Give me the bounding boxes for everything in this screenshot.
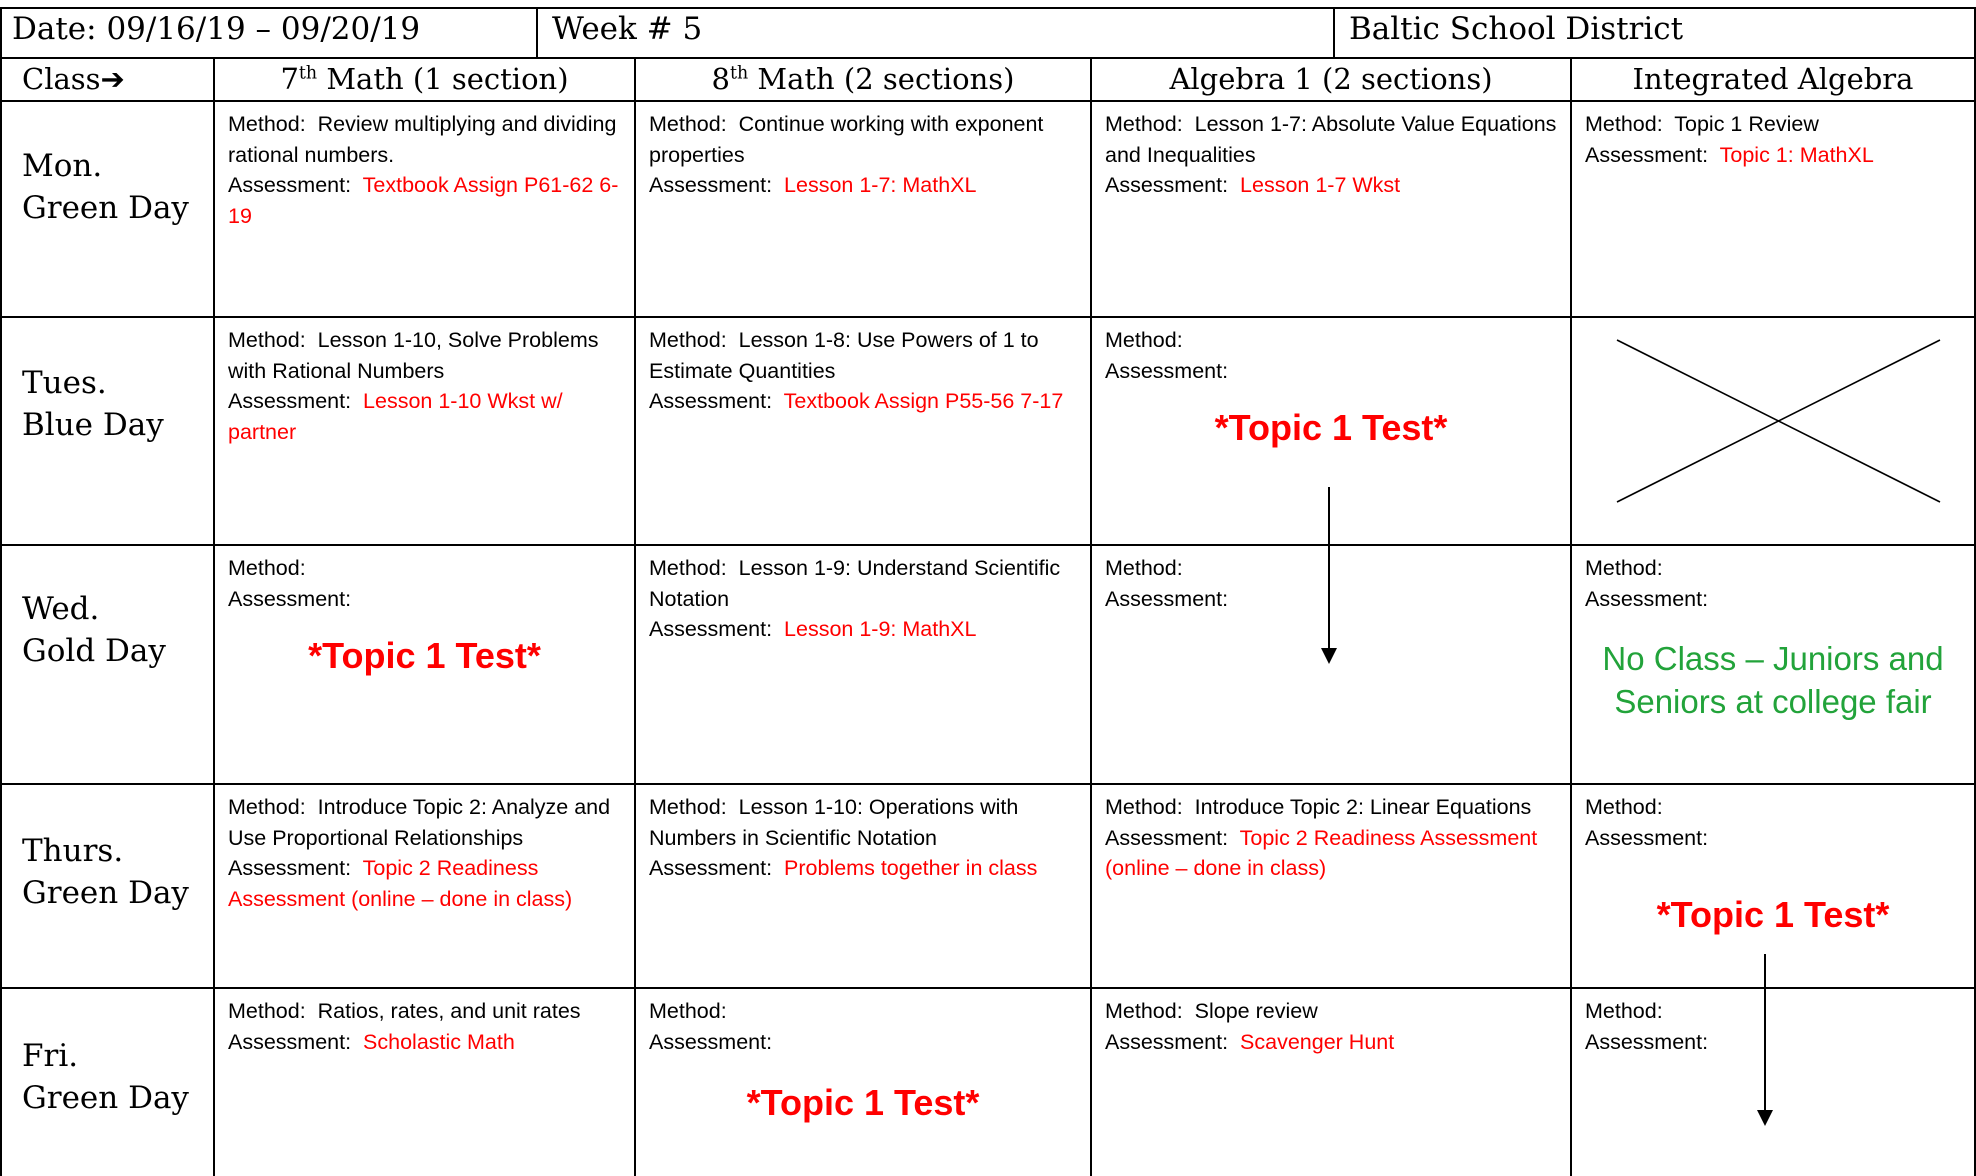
cell-thu-integrated-algebra: Method: Assessment: *Topic 1 Test* xyxy=(1571,784,1975,988)
assessment-text: Lesson 1-7: MathXL xyxy=(784,173,977,197)
cell-wed-8th-math: Method: Lesson 1-9: Understand Scientific Notation Assessment: Lesson 1-9: MathXL xyxy=(649,556,1061,641)
day-name: Wed. xyxy=(22,591,100,627)
day-name: Thurs. xyxy=(22,833,124,869)
column-header-8th-math: 8th Math (2 sections) xyxy=(711,62,1015,96)
assessment-text: Scavenger Hunt xyxy=(1240,1029,1395,1054)
day-color: Green Day xyxy=(22,1080,189,1116)
day-label-wed xyxy=(10,588,210,672)
assessment-text: Lesson 1-9: MathXL xyxy=(784,617,977,641)
cell-fri-8th-math: Method: Assessment: *Topic 1 Test* xyxy=(635,988,1091,1176)
method-text: Introduce Topic 2: Linear Equations xyxy=(1194,795,1532,819)
cell-thu-8th-math: Method: Lesson 1-10: Operations with Numbers in Scientific Notation Assessment: Problems together in class xyxy=(649,795,1038,880)
method-text: Lesson 1-8: Use Powers of 1 to Estimate Quantities xyxy=(649,328,1039,383)
cell-thu-7th-math: Method: Introduce Topic 2: Analyze and Use Proportional Relationships Assessment: Topic 2 Readiness Assessment (online – done in class) xyxy=(228,795,611,911)
cell-tue-8th-math: Method: Lesson 1-8: Use Powers of 1 to Estimate Quantities Assessment: Textbook Assign P55-56 7-17 xyxy=(649,328,1064,413)
day-color: Blue Day xyxy=(22,407,164,443)
method-text: Review multiplying and dividing rational numbers. xyxy=(228,112,617,167)
topic-test-banner: *Topic 1 Test* xyxy=(1656,894,1890,935)
date-range: Date: 09/16/19 – 09/20/19 xyxy=(12,11,421,47)
day-name: Fri. xyxy=(22,1038,79,1074)
method-text: Lesson 1-10: Operations with Numbers in Scientific Notation xyxy=(649,795,1019,850)
assessment-text: Lesson 1-7 Wkst xyxy=(1240,173,1401,197)
no-class-note: No Class – Juniors and Seniors at college fair xyxy=(1602,640,1944,720)
arrow-right-icon: ➔ xyxy=(100,62,125,96)
class-label: Class xyxy=(22,62,101,96)
method-text: Introduce Topic 2: Analyze and Use Proportional Relationships xyxy=(228,795,611,850)
day-color: Green Day xyxy=(22,190,189,226)
column-header-algebra-1: Algebra 1 (2 sections) xyxy=(1169,62,1493,96)
assessment-text: Scholastic Math xyxy=(363,1029,515,1054)
cell-tue-algebra-1: Method: Assessment: *Topic 1 Test* xyxy=(1091,317,1571,545)
day-label-tue xyxy=(10,362,210,446)
method-text: Slope review xyxy=(1194,999,1318,1023)
day-name: Mon. xyxy=(22,148,103,184)
topic-test-banner: *Topic 1 Test* xyxy=(308,635,541,676)
cell-tue-integrated-algebra xyxy=(1571,317,1975,545)
day-color: Green Day xyxy=(22,875,189,911)
column-header-7th-math: 7th Math (1 section) xyxy=(280,62,569,96)
assessment-text: Textbook Assign P61-62 6-19 xyxy=(228,173,619,228)
method-text: Lesson 1-9: Understand Scientific Notation xyxy=(649,556,1061,611)
assessment-text: Topic 2 Readiness Assessment (online – done in class) xyxy=(228,856,573,911)
cell-mon-8th-math: Method: Continue working with exponent properties Assessment: Lesson 1-7: MathXL xyxy=(649,112,1044,197)
method-text: Ratios, rates, and unit rates xyxy=(317,999,581,1023)
day-color: Gold Day xyxy=(22,633,166,669)
week-number: Week # 5 xyxy=(552,11,703,47)
method-text: Lesson 1-7: Absolute Value Equations and Inequalities xyxy=(1105,112,1557,167)
assessment-text: Lesson 1-10 Wkst w/ partner xyxy=(228,389,563,444)
class-header xyxy=(2,58,212,101)
method-text: Lesson 1-10, Solve Problems with Rational Numbers xyxy=(228,328,599,383)
day-label-fri xyxy=(10,1035,210,1119)
assessment-text: Problems together in class xyxy=(784,856,1038,880)
day-label-mon xyxy=(10,145,210,229)
cell-mon-algebra-1: Method: Lesson 1-7: Absolute Value Equations and Inequalities Assessment: Lesson 1-7 Wkst xyxy=(1105,112,1557,197)
cell-fri-7th-math: Method: Ratios, rates, and unit rates Assessment: Scholastic Math xyxy=(228,999,581,1054)
method-text: Topic 1 Review xyxy=(1674,112,1819,136)
cell-wed-algebra-1: Method: Assessment: xyxy=(1105,556,1229,611)
column-header-integrated-algebra: Integrated Algebra xyxy=(1632,62,1914,96)
method-text: Continue working with exponent properties xyxy=(649,112,1044,167)
assessment-text: Topic 1: MathXL xyxy=(1719,142,1874,167)
cell-fri-integrated-algebra: Method: Assessment: xyxy=(1585,999,1709,1054)
assessment-text: Topic 2 Readiness Assessment (online – done in class) xyxy=(1105,825,1538,880)
district-name: Baltic School District xyxy=(1349,11,1684,47)
cell-tue-7th-math: Method: Lesson 1-10, Solve Problems with Rational Numbers Assessment: Lesson 1-10 Wkst w/ partner xyxy=(228,328,599,444)
cell-mon-integrated-algebra: Method: Topic 1 Review Assessment: Topic 1: MathXL xyxy=(1585,112,1874,167)
cell-mon-7th-math: Method: Review multiplying and dividing rational numbers. Assessment: Textbook Assign P61-62 6-19 xyxy=(228,112,619,228)
assessment-text: Textbook Assign P55-56 7-17 xyxy=(783,389,1064,413)
cell-fri-algebra-1: Method: Slope review Assessment: Scavenger Hunt xyxy=(1105,999,1395,1054)
cell-wed-7th-math: Method: Assessment: *Topic 1 Test* xyxy=(214,545,635,784)
day-label-thu xyxy=(10,830,210,914)
topic-test-banner: *Topic 1 Test* xyxy=(746,1082,980,1123)
day-name: Tues. xyxy=(22,365,107,401)
topic-test-banner: *Topic 1 Test* xyxy=(1214,407,1448,448)
cell-thu-algebra-1: Method: Introduce Topic 2: Linear Equations Assessment: Topic 2 Readiness Assessment (online – done in class) xyxy=(1105,795,1538,880)
cell-wed-integrated-algebra: Method: Assessment: No Class – Juniors and Seniors at college fair xyxy=(1571,545,1975,784)
